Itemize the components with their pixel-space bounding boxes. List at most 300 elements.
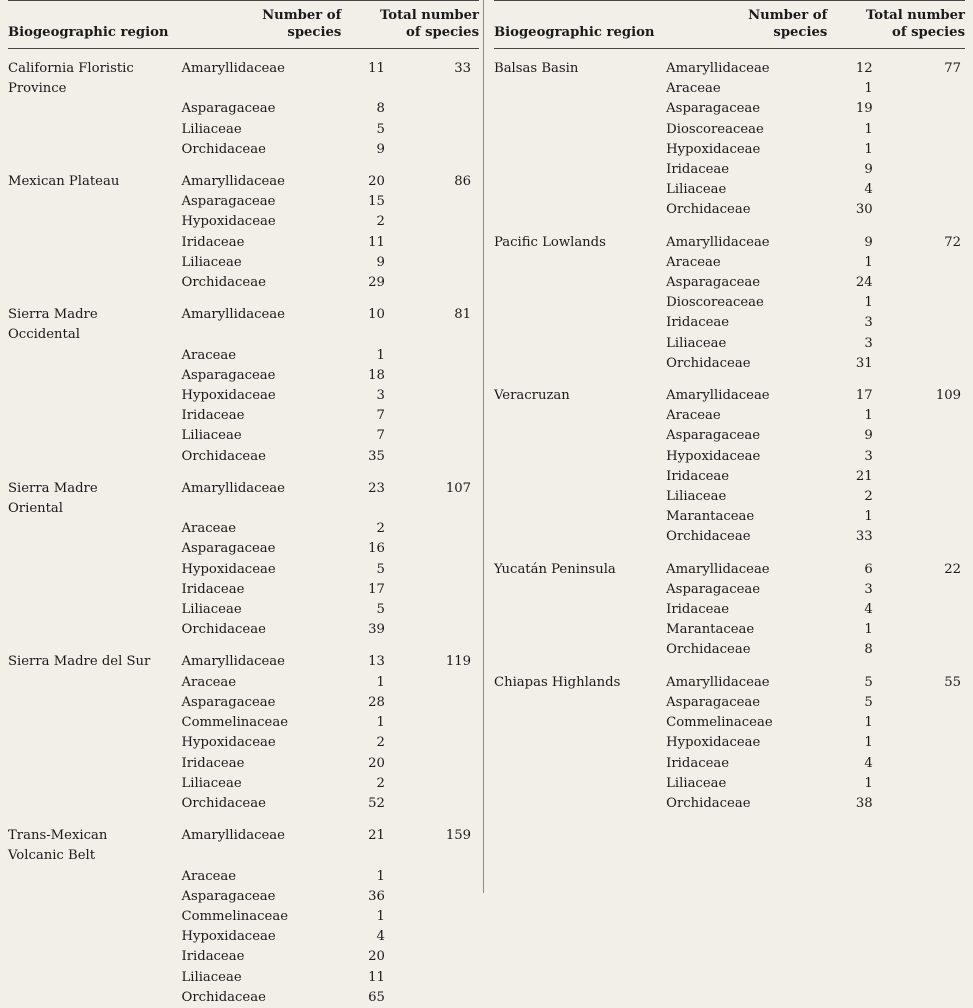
cell-number-species: 24 bbox=[855, 275, 873, 291]
cell-number-species: 3 bbox=[864, 448, 873, 464]
region-label-line: Occidental bbox=[8, 327, 80, 343]
cell-region bbox=[8, 253, 182, 273]
cell-family: Araceae bbox=[181, 347, 237, 363]
cell-number-species: 21 bbox=[368, 828, 385, 844]
cell-region bbox=[8, 600, 182, 620]
cell-region bbox=[494, 507, 666, 527]
cell-total-species bbox=[883, 467, 965, 487]
cell-family: Amaryllidaceae bbox=[181, 828, 285, 844]
cell-family: Liliaceae bbox=[181, 969, 242, 985]
cell-family: Araceae bbox=[181, 521, 237, 537]
table-row bbox=[8, 479, 479, 519]
table-row bbox=[494, 560, 965, 580]
table-row bbox=[494, 313, 965, 333]
group-spacer bbox=[494, 661, 965, 673]
cell-family: Asparagaceae bbox=[666, 694, 761, 710]
table-row bbox=[8, 988, 479, 1008]
group-spacer-cell bbox=[494, 661, 965, 673]
region-label-line: Veracruzan bbox=[494, 388, 570, 404]
cell-total-species bbox=[395, 867, 479, 887]
table-row bbox=[494, 600, 965, 620]
table-row bbox=[8, 733, 479, 753]
cell-total-species bbox=[395, 539, 479, 559]
cell-region bbox=[494, 600, 666, 620]
cell-number-species: 9 bbox=[376, 141, 385, 157]
table-row bbox=[494, 140, 965, 160]
right-species-table bbox=[494, 8, 965, 48]
cell-total-species bbox=[395, 620, 479, 640]
table-row bbox=[8, 192, 479, 212]
left-table-column bbox=[0, 0, 483, 1005]
cell-total-species: 55 bbox=[944, 674, 961, 690]
cell-family: Liliaceae bbox=[181, 428, 242, 444]
group-spacer bbox=[8, 814, 479, 826]
cell-total-species: 107 bbox=[445, 480, 471, 496]
cell-total-species bbox=[395, 253, 479, 273]
cell-total-species bbox=[395, 426, 479, 446]
table-row bbox=[494, 507, 965, 527]
cell-number-species: 1 bbox=[376, 347, 385, 363]
cell-number-species: 28 bbox=[368, 694, 385, 710]
cell-total-species bbox=[395, 754, 479, 774]
cell-family: Amaryllidaceae bbox=[666, 561, 770, 577]
cell-family: Iridaceae bbox=[666, 162, 730, 178]
cell-family: Araceae bbox=[181, 674, 237, 690]
cell-region bbox=[8, 988, 182, 1008]
table-row bbox=[494, 99, 965, 119]
cell-number-species: 1 bbox=[864, 121, 873, 137]
table-row bbox=[494, 487, 965, 507]
cell-region bbox=[494, 673, 666, 693]
cell-number-species: 1 bbox=[864, 715, 873, 731]
header-region: Biogeographic region bbox=[494, 24, 655, 40]
cell-total-species: 33 bbox=[454, 61, 471, 76]
table-row bbox=[8, 346, 479, 366]
cell-total-species bbox=[883, 640, 965, 660]
table-row bbox=[8, 140, 479, 160]
table-row bbox=[8, 273, 479, 293]
cell-number-species: 2 bbox=[376, 735, 385, 751]
cell-number-species: 2 bbox=[376, 521, 385, 537]
table-row bbox=[8, 620, 479, 640]
table-row bbox=[8, 447, 479, 467]
table-row bbox=[494, 733, 965, 753]
cell-region bbox=[494, 273, 666, 293]
region-label-line: Sierra Madre bbox=[8, 307, 98, 323]
cell-family: Orchidaceae bbox=[181, 622, 266, 638]
cell-total-species: 72 bbox=[944, 234, 961, 250]
table-row bbox=[494, 59, 965, 79]
group-spacer-cell bbox=[494, 374, 965, 386]
cell-region bbox=[8, 774, 182, 794]
cell-region bbox=[8, 273, 182, 293]
cell-region bbox=[494, 79, 666, 99]
cell-family: Asparagaceae bbox=[666, 275, 761, 291]
cell-region bbox=[8, 366, 182, 386]
region-label-line: Sierra Madre del Sur bbox=[8, 654, 151, 670]
cell-total-species bbox=[395, 733, 479, 753]
cell-number-species: 17 bbox=[855, 388, 873, 404]
cell-total-species bbox=[395, 99, 479, 119]
header-number-species bbox=[717, 8, 827, 48]
table-row bbox=[8, 519, 479, 539]
cell-total-species bbox=[883, 140, 965, 160]
cell-family: Liliaceae bbox=[666, 182, 727, 198]
cell-region bbox=[494, 253, 666, 273]
table-row bbox=[8, 539, 479, 559]
cell-number-species: 29 bbox=[368, 275, 385, 291]
cell-family: Liliaceae bbox=[181, 254, 242, 270]
cell-number-species: 18 bbox=[368, 367, 385, 383]
cell-region bbox=[494, 560, 666, 580]
group-spacer-cell bbox=[494, 221, 965, 233]
cell-total-species bbox=[883, 313, 965, 333]
cell-number-species: 5 bbox=[864, 694, 873, 710]
table-row bbox=[494, 293, 965, 313]
table-row bbox=[494, 160, 965, 180]
table-row bbox=[494, 713, 965, 733]
cell-family: Dioscoreaceae bbox=[666, 121, 764, 137]
cell-number-species: 20 bbox=[368, 755, 385, 771]
table-row bbox=[8, 426, 479, 446]
cell-region bbox=[494, 120, 666, 140]
cell-total-species: 119 bbox=[445, 654, 471, 670]
cell-region bbox=[494, 733, 666, 753]
table-top-rule-right bbox=[494, 0, 965, 1]
cell-total-species: 86 bbox=[454, 174, 471, 190]
table-row bbox=[8, 693, 479, 713]
cell-family: Iridaceae bbox=[666, 315, 730, 331]
cell-family: Liliaceae bbox=[666, 489, 727, 505]
table-row bbox=[494, 334, 965, 354]
cell-number-species: 1 bbox=[864, 295, 873, 311]
cell-region bbox=[494, 774, 666, 794]
cell-number-species: 7 bbox=[376, 408, 385, 424]
left-species-table bbox=[8, 8, 479, 48]
group-spacer bbox=[8, 160, 479, 172]
cell-total-species bbox=[395, 580, 479, 600]
cell-family: Hypoxidaceae bbox=[666, 735, 761, 751]
table-row bbox=[8, 386, 479, 406]
cell-family: Hypoxidaceae bbox=[181, 388, 276, 404]
cell-region bbox=[494, 140, 666, 160]
cell-number-species: 8 bbox=[376, 101, 385, 117]
header-total-line2: of species bbox=[406, 24, 479, 40]
cell-family: Amaryllidaceae bbox=[181, 174, 285, 190]
cell-family: Amaryllidaceae bbox=[666, 61, 770, 76]
cell-region bbox=[8, 305, 182, 345]
region-label-line: Pacific Lowlands bbox=[494, 234, 606, 250]
cell-family: Orchidaceae bbox=[181, 448, 266, 464]
cell-number-species: 1 bbox=[376, 868, 385, 884]
right-table-column bbox=[484, 0, 973, 893]
table-row bbox=[494, 580, 965, 600]
cell-number-species: 9 bbox=[864, 234, 873, 250]
left-table-body bbox=[8, 59, 479, 1008]
cell-total-species bbox=[883, 354, 965, 374]
group-spacer-cell bbox=[8, 467, 479, 479]
table-row bbox=[8, 172, 479, 192]
group-spacer bbox=[8, 467, 479, 479]
cell-total-species bbox=[883, 120, 965, 140]
cell-total-species: 109 bbox=[935, 388, 961, 404]
region-label-line: Mexican Plateau bbox=[8, 174, 120, 190]
cell-family: Commelinaceae bbox=[181, 908, 289, 924]
cell-number-species: 9 bbox=[864, 162, 873, 178]
cell-region bbox=[494, 754, 666, 774]
cell-region bbox=[8, 426, 182, 446]
cell-family: Asparagaceae bbox=[181, 194, 276, 210]
table-row bbox=[8, 580, 479, 600]
group-spacer-cell bbox=[494, 548, 965, 560]
cell-number-species: 1 bbox=[864, 735, 873, 751]
cell-region bbox=[494, 713, 666, 733]
cell-region bbox=[494, 59, 666, 79]
cell-region bbox=[8, 233, 182, 253]
cell-number-species: 20 bbox=[368, 174, 385, 190]
cell-region bbox=[494, 233, 666, 253]
cell-region bbox=[8, 968, 182, 988]
cell-total-species bbox=[883, 273, 965, 293]
table-row bbox=[8, 99, 479, 119]
cell-region bbox=[494, 487, 666, 507]
header-body-gap-right bbox=[494, 49, 965, 59]
cell-family: Iridaceae bbox=[666, 602, 730, 618]
cell-family: Liliaceae bbox=[181, 602, 242, 618]
header-total-line1: Total number bbox=[379, 8, 479, 23]
cell-number-species: 4 bbox=[864, 755, 873, 771]
cell-region bbox=[8, 479, 182, 519]
group-spacer-cell bbox=[8, 160, 479, 172]
cell-number-species: 11 bbox=[368, 234, 385, 250]
cell-total-species bbox=[883, 620, 965, 640]
cell-number-species: 1 bbox=[864, 408, 873, 424]
group-spacer-cell bbox=[8, 640, 479, 652]
cell-total-species bbox=[883, 774, 965, 794]
group-spacer-cell bbox=[8, 814, 479, 826]
cell-total-species bbox=[395, 386, 479, 406]
cell-number-species: 65 bbox=[368, 989, 385, 1005]
table-row bbox=[8, 887, 479, 907]
table-row bbox=[494, 693, 965, 713]
table-row bbox=[8, 305, 479, 345]
cell-family: Iridaceae bbox=[181, 581, 245, 597]
cell-family: Amaryllidaceae bbox=[666, 234, 770, 250]
cell-family: Orchidaceae bbox=[666, 202, 751, 218]
cell-family: Hypoxidaceae bbox=[181, 929, 276, 945]
cell-family: Amaryllidaceae bbox=[666, 388, 770, 404]
cell-region bbox=[494, 334, 666, 354]
cell-region bbox=[8, 887, 182, 907]
cell-family: Liliaceae bbox=[666, 335, 727, 351]
cell-region bbox=[494, 313, 666, 333]
cell-number-species: 35 bbox=[368, 448, 385, 464]
cell-region bbox=[494, 794, 666, 814]
cell-number-species: 1 bbox=[864, 509, 873, 525]
table-row bbox=[8, 673, 479, 693]
table-row bbox=[8, 120, 479, 140]
cell-region bbox=[8, 519, 182, 539]
cell-region bbox=[8, 172, 182, 192]
cell-region bbox=[494, 293, 666, 313]
header-total-species bbox=[827, 8, 965, 48]
cell-number-species: 33 bbox=[855, 529, 873, 545]
table-row bbox=[494, 620, 965, 640]
cell-number-species: 23 bbox=[368, 480, 385, 496]
cell-region bbox=[8, 652, 182, 672]
cell-family: Amaryllidaceae bbox=[181, 307, 285, 323]
cell-total-species: 159 bbox=[445, 828, 471, 844]
cell-total-species bbox=[883, 527, 965, 547]
cell-family: Liliaceae bbox=[666, 775, 727, 791]
group-spacer bbox=[8, 640, 479, 652]
cell-number-species: 19 bbox=[855, 101, 873, 117]
cell-family: Hypoxidaceae bbox=[181, 561, 276, 577]
cell-family: Asparagaceae bbox=[181, 541, 276, 557]
cell-region bbox=[8, 59, 182, 99]
cell-total-species bbox=[395, 794, 479, 814]
cell-total-species bbox=[395, 673, 479, 693]
cell-number-species: 1 bbox=[376, 908, 385, 924]
cell-region bbox=[8, 673, 182, 693]
region-label-line: Oriental bbox=[8, 501, 64, 517]
cell-family: Commelinaceae bbox=[666, 715, 773, 731]
left-table-body-wrap bbox=[8, 59, 479, 1008]
table-row bbox=[494, 754, 965, 774]
table-row bbox=[494, 273, 965, 293]
cell-region bbox=[494, 426, 666, 446]
right-table-body bbox=[494, 59, 965, 814]
cell-number-species: 2 bbox=[376, 214, 385, 230]
table-row bbox=[8, 947, 479, 967]
cell-total-species bbox=[395, 346, 479, 366]
region-label-line: Chiapas Highlands bbox=[494, 674, 621, 690]
cell-total-species bbox=[883, 733, 965, 753]
cell-number-species: 11 bbox=[368, 969, 385, 985]
cell-family: Araceae bbox=[666, 81, 721, 97]
group-spacer bbox=[494, 548, 965, 560]
cell-region bbox=[8, 947, 182, 967]
cell-region bbox=[8, 447, 182, 467]
cell-family: Iridaceae bbox=[666, 755, 730, 771]
cell-total-species bbox=[883, 180, 965, 200]
cell-family: Orchidaceae bbox=[666, 642, 751, 658]
cell-region bbox=[8, 192, 182, 212]
cell-family: Asparagaceae bbox=[666, 428, 761, 444]
cell-total-species bbox=[883, 794, 965, 814]
cell-family: Liliaceae bbox=[181, 121, 242, 137]
header-region: Biogeographic region bbox=[8, 24, 169, 40]
table-row bbox=[494, 386, 965, 406]
region-label-line: Balsas Basin bbox=[494, 61, 579, 76]
cell-total-species bbox=[395, 273, 479, 293]
cell-total-species bbox=[395, 447, 479, 467]
table-row bbox=[494, 673, 965, 693]
cell-region bbox=[494, 200, 666, 220]
cell-total-species bbox=[395, 693, 479, 713]
group-spacer-cell bbox=[8, 293, 479, 305]
table-row bbox=[494, 253, 965, 273]
cell-number-species: 1 bbox=[864, 81, 873, 97]
cell-region bbox=[494, 406, 666, 426]
cell-region bbox=[8, 406, 182, 426]
cell-region bbox=[8, 386, 182, 406]
cell-number-species: 3 bbox=[864, 581, 873, 597]
cell-region bbox=[8, 120, 182, 140]
cell-family: Hypoxidaceae bbox=[666, 448, 761, 464]
table-row bbox=[8, 927, 479, 947]
table-row bbox=[494, 180, 965, 200]
cell-number-species: 3 bbox=[864, 335, 873, 351]
cell-region bbox=[8, 927, 182, 947]
table-row bbox=[8, 59, 479, 99]
cell-family: Marantaceae bbox=[666, 622, 755, 638]
cell-number-species: 31 bbox=[855, 355, 873, 371]
cell-total-species bbox=[395, 140, 479, 160]
cell-number-species: 1 bbox=[376, 674, 385, 690]
cell-family: Asparagaceae bbox=[666, 581, 761, 597]
cell-region bbox=[494, 527, 666, 547]
header-number-line1: Number of bbox=[748, 8, 828, 23]
header-number-line2: species bbox=[773, 24, 828, 40]
cell-family: Iridaceae bbox=[666, 468, 730, 484]
header-total-line2: of species bbox=[892, 24, 965, 40]
cell-number-species: 5 bbox=[376, 561, 385, 577]
cell-family: Orchidaceae bbox=[666, 355, 751, 371]
cell-region bbox=[8, 346, 182, 366]
cell-region bbox=[8, 99, 182, 119]
table-row bbox=[8, 253, 479, 273]
cell-number-species: 2 bbox=[864, 489, 873, 505]
cell-region bbox=[8, 826, 182, 866]
cell-number-species: 5 bbox=[864, 674, 873, 690]
table-row bbox=[494, 200, 965, 220]
region-label-line: Sierra Madre bbox=[8, 480, 98, 496]
cell-total-species bbox=[883, 334, 965, 354]
cell-total-species bbox=[883, 580, 965, 600]
cell-total-species bbox=[395, 406, 479, 426]
cell-family: Orchidaceae bbox=[666, 529, 751, 545]
table-row bbox=[8, 406, 479, 426]
cell-number-species: 1 bbox=[864, 775, 873, 791]
cell-number-species: 5 bbox=[376, 602, 385, 618]
table-row bbox=[494, 447, 965, 467]
cell-total-species bbox=[883, 426, 965, 446]
cell-number-species: 9 bbox=[864, 428, 873, 444]
cell-number-species: 3 bbox=[864, 315, 873, 331]
table-row bbox=[8, 652, 479, 672]
region-label-line: California Floristic bbox=[8, 61, 134, 76]
cell-number-species: 4 bbox=[864, 182, 873, 198]
cell-total-species bbox=[395, 519, 479, 539]
cell-family: Amaryllidaceae bbox=[181, 480, 285, 496]
cell-number-species: 21 bbox=[855, 468, 873, 484]
cell-total-species bbox=[395, 774, 479, 794]
cell-total-species bbox=[883, 713, 965, 733]
cell-total-species bbox=[883, 79, 965, 99]
region-label-line: Volcanic Belt bbox=[8, 848, 96, 864]
table-row bbox=[494, 406, 965, 426]
table-row bbox=[8, 907, 479, 927]
cell-region bbox=[8, 733, 182, 753]
cell-number-species: 8 bbox=[864, 642, 873, 658]
cell-number-species: 9 bbox=[376, 254, 385, 270]
cell-total-species bbox=[395, 988, 479, 1008]
header-row bbox=[494, 8, 965, 48]
cell-number-species: 30 bbox=[855, 202, 873, 218]
cell-total-species bbox=[883, 99, 965, 119]
table-row bbox=[494, 527, 965, 547]
